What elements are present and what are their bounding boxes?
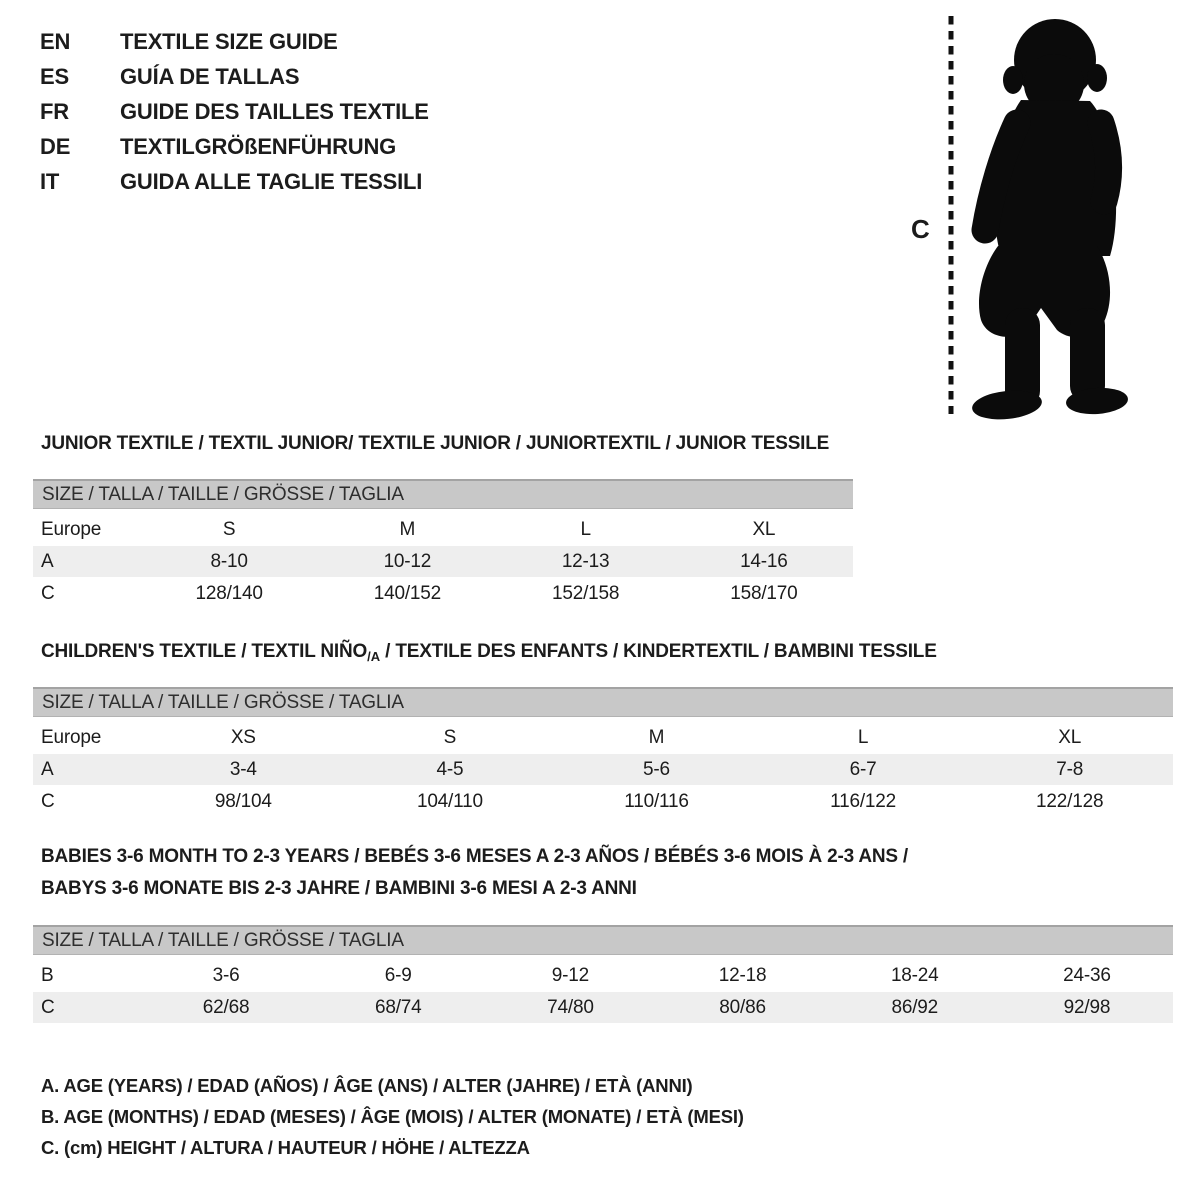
table-row <box>33 992 1173 1023</box>
table-cell: 12-18 <box>718 965 767 986</box>
table-cell: 24-36 <box>1063 965 1111 986</box>
language-code: ES <box>40 63 69 89</box>
table-cell: L <box>857 727 869 748</box>
size-header-bar: SIZE / TALLA / TAILLE / GRÖSSE / TAGLIA <box>33 479 853 509</box>
table-cell: 152/158 <box>551 583 620 604</box>
row-label: A <box>41 551 54 572</box>
legend-line-c: C. (cm) HEIGHT / ALTURA / HAUTEUR / HÖHE / ALTEZZA <box>41 1137 530 1158</box>
baby-silhouette-graphic <box>905 6 1175 426</box>
table-cell: 5-6 <box>643 759 670 780</box>
table-cell: 3-4 <box>229 759 257 780</box>
table-row <box>33 578 853 609</box>
table-cell: 128/140 <box>195 583 263 604</box>
table-row <box>33 514 853 545</box>
table-cell: 10-12 <box>383 551 432 572</box>
table-cell: 98/104 <box>214 791 272 812</box>
table-cell: 62/68 <box>202 997 250 1018</box>
table-row <box>33 546 853 577</box>
table-row <box>33 754 1173 785</box>
table-cell: 158/170 <box>730 583 798 604</box>
language-row <box>40 129 429 164</box>
table-cell: S <box>443 727 457 748</box>
table-cell: 80/86 <box>719 997 766 1018</box>
table-cell: 4-5 <box>436 759 464 780</box>
children-title-part1: CHILDREN'S TEXTILE / TEXTIL NIÑO <box>41 641 368 662</box>
junior-size-table <box>33 479 853 610</box>
junior-section-title: JUNIOR TEXTILE / TEXTIL JUNIOR/ TEXTILE JUNIOR / JUNIORTEXTIL / JUNIOR TESSILE <box>41 433 830 454</box>
table-cell: 3-6 <box>212 965 240 986</box>
language-code: DE <box>40 133 71 159</box>
row-label: B <box>41 965 54 986</box>
table-cell: 18-24 <box>890 965 939 986</box>
babies-section-title <box>41 841 908 905</box>
table-cell: L <box>580 519 591 540</box>
legend-line-a: A. AGE (YEARS) / EDAD (AÑOS) / ÂGE (ANS) / ALTER (JAHRE) / ETÀ (ANNI) <box>41 1075 693 1096</box>
table-cell: 92/98 <box>1063 997 1111 1018</box>
row-label: C <box>41 583 55 604</box>
language-row <box>40 94 429 129</box>
language-row <box>40 24 429 59</box>
language-code: EN <box>40 28 71 54</box>
language-row <box>40 164 429 199</box>
table-cell: 6-7 <box>849 759 877 780</box>
table-cell: 6-9 <box>384 965 412 986</box>
table-cell: 122/128 <box>1036 791 1104 812</box>
row-label: Europe <box>41 727 102 748</box>
table-cell: 86/92 <box>891 997 939 1018</box>
table-row <box>33 722 1173 753</box>
language-title: GUÍA DE TALLAS <box>120 63 300 89</box>
size-header-bar: SIZE / TALLA / TAILLE / GRÖSSE / TAGLIA <box>33 925 1173 955</box>
children-table-rows <box>33 722 1173 817</box>
height-label: C <box>911 214 930 244</box>
table-cell: 7-8 <box>1056 759 1084 780</box>
legend-line-b: B. AGE (MONTHS) / EDAD (MESES) / ÂGE (MOIS) / ALTER (MONATE) / ETÀ (MESI) <box>41 1106 744 1127</box>
table-cell: 140/152 <box>373 583 442 604</box>
table-cell: 116/122 <box>830 791 897 812</box>
table-cell: 74/80 <box>547 997 594 1018</box>
table-cell: 9-12 <box>551 965 590 986</box>
babies-table-rows <box>33 960 1173 1023</box>
table-cell: XS <box>230 727 256 748</box>
row-label: C <box>41 997 55 1018</box>
table-row <box>33 786 1173 817</box>
table-cell: 14-16 <box>740 551 788 572</box>
table-cell: 68/74 <box>374 997 422 1018</box>
junior-table-rows <box>33 514 853 609</box>
row-label: Europe <box>41 519 102 540</box>
baby-silhouette <box>971 19 1129 423</box>
language-code: IT <box>40 168 60 194</box>
table-cell: XL <box>1058 727 1082 748</box>
table-cell: 8-10 <box>210 551 248 572</box>
language-title: TEXTILGRÖßENFÜHRUNG <box>120 133 397 159</box>
language-row <box>40 59 429 94</box>
table-row <box>33 960 1173 991</box>
language-title-list <box>40 24 429 199</box>
row-label: C <box>41 791 55 812</box>
size-header-bar: SIZE / TALLA / TAILLE / GRÖSSE / TAGLIA <box>33 687 1173 717</box>
children-section-title <box>41 641 937 664</box>
table-cell: M <box>648 727 665 748</box>
baby-height-figure <box>905 6 1175 426</box>
children-title-subscript: /A <box>367 649 381 664</box>
measurement-legend <box>41 1070 744 1163</box>
babies-title-line2: BABYS 3-6 MONATE BIS 2-3 JAHRE / BAMBINI 3-6 MESI A 2-3 ANNI <box>41 878 637 899</box>
children-size-table <box>33 687 1173 818</box>
babies-title-line1: BABIES 3-6 MONTH TO 2-3 YEARS / BEBÉS 3-6 MESES A 2-3 AÑOS / BÉBÉS 3-6 MOIS À 2-3 ANS / <box>41 846 909 867</box>
language-title: GUIDE DES TAILLES TEXTILE <box>120 98 429 124</box>
table-cell: S <box>222 519 236 540</box>
table-cell: XL <box>752 519 776 540</box>
babies-size-table <box>33 925 1173 1024</box>
language-code: FR <box>40 98 69 124</box>
language-title: GUIDA ALLE TAGLIE TESSILI <box>120 168 423 194</box>
language-title: TEXTILE SIZE GUIDE <box>120 28 338 54</box>
table-cell: M <box>399 519 416 540</box>
table-cell: 104/110 <box>416 791 483 812</box>
table-cell: 110/116 <box>624 791 689 812</box>
children-title-part2: / TEXTILE DES ENFANTS / KINDERTEXTIL / BAMBINI TESSILE <box>380 641 937 662</box>
row-label: A <box>41 759 54 780</box>
table-cell: 12-13 <box>561 551 610 572</box>
